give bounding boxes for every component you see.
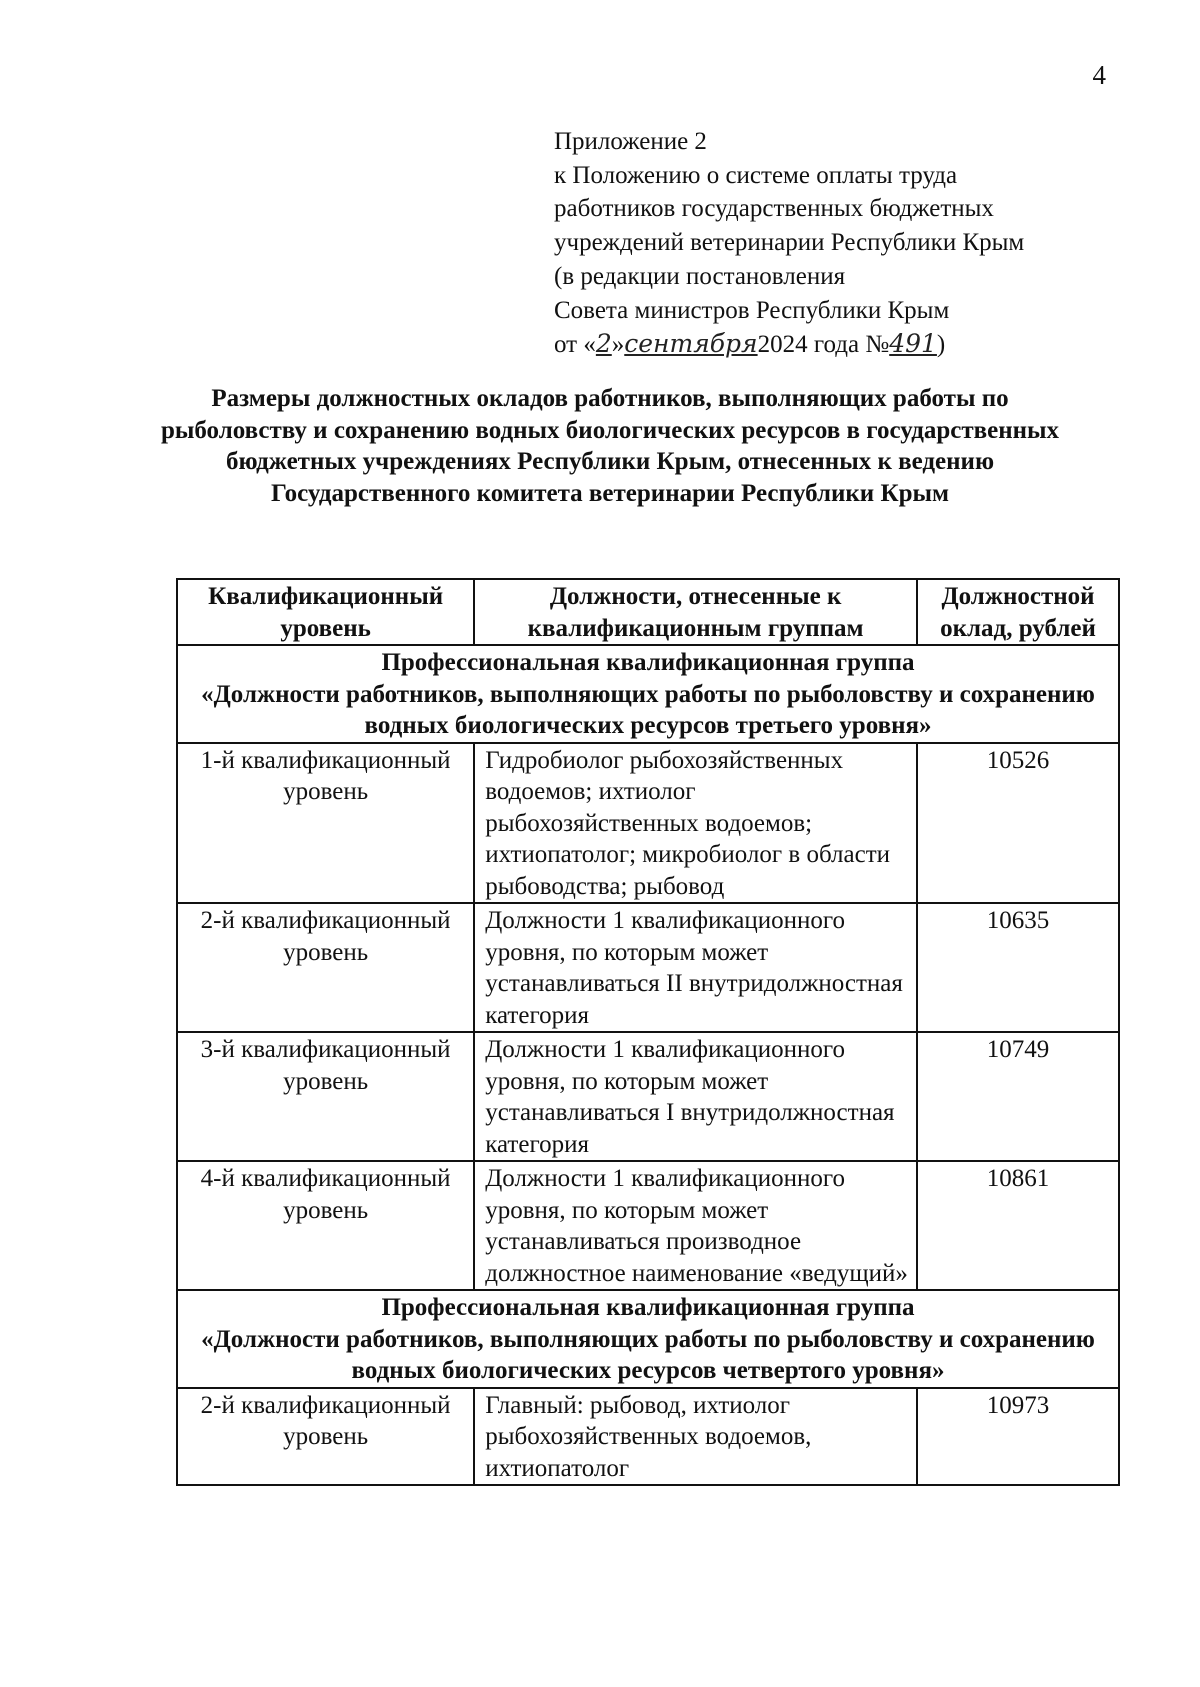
table-row	[177, 1161, 1119, 1290]
group-subtitle: «Должности работников, выполняющих работы по рыболовству и сохранению водных биологических ресурсов четвертого уровня»	[201, 1325, 1095, 1384]
group-row	[177, 1290, 1119, 1388]
page-number: 4	[1092, 60, 1106, 90]
salary-cell: 10526	[917, 743, 1119, 904]
level-cell: 1-й квалификационный уровень	[177, 743, 474, 904]
group-subtitle: «Должности работников, выполняющих работы по рыболовству и сохранению водных биологических ресурсов третьего уровня»	[201, 680, 1095, 739]
handwritten-number: 491	[889, 329, 937, 359]
appendix-block	[554, 125, 1154, 362]
level-cell: 4-й квалификационный уровень	[177, 1161, 474, 1290]
level-cell: 2-й квалификационный уровень	[177, 903, 474, 1032]
salary-table	[176, 578, 1120, 1486]
positions-cell: Должности 1 квалификационного уровня, по которым может устанавливаться II внутридолжностная категория	[474, 903, 917, 1032]
column-header-positions: Должности, отнесенные к квалификационным группам	[474, 579, 917, 645]
group-title-cell	[177, 645, 1119, 743]
salary-cell: 10635	[917, 903, 1119, 1032]
level-cell: 3-й квалификационный уровень	[177, 1032, 474, 1161]
salary-cell: 10749	[917, 1032, 1119, 1161]
appendix-line: Приложение 2	[554, 128, 707, 155]
appendix-line: Совета министров Республики Крым	[554, 296, 950, 324]
positions-cell: Главный: рыбовод, ихтиолог рыбохозяйственных водоемов, ихтиопатолог	[474, 1388, 917, 1486]
column-header-level: Квалификационный уровень	[177, 579, 474, 645]
table-row	[177, 1388, 1119, 1486]
document-title: Размеры должностных окладов работников, выполняющих работы по рыболовству и сохранению водных биологических ресурсов в государственных бюджетных учреждениях Республики Крым, отнесенных к ведению Государственного комитета ветеринарии Республики Крым	[160, 385, 1060, 507]
appendix-line: (в редакции постановления	[554, 262, 846, 290]
level-cell: 2-й квалификационный уровень	[177, 1388, 474, 1486]
column-header-salary: Должностной оклад, рублей	[917, 579, 1119, 645]
group-title: Профессиональная квалификационная группа	[381, 1294, 915, 1321]
table-header-row	[177, 579, 1119, 645]
handwritten-month: сентября	[624, 329, 758, 359]
salary-cell: 10861	[917, 1161, 1119, 1290]
group-title-cell	[177, 1290, 1119, 1388]
appendix-line: работников государственных бюджетных	[554, 195, 994, 223]
group-title: Профессиональная квалификационная группа	[381, 649, 915, 676]
date-mid: »	[611, 331, 625, 359]
table-row	[177, 903, 1119, 1032]
appendix-line: учреждений ветеринарии Республики Крым	[554, 229, 1025, 257]
positions-cell: Должности 1 квалификационного уровня, по которым может устанавливаться I внутридолжностная категория	[474, 1032, 917, 1161]
handwritten-day: 2	[595, 329, 612, 359]
appendix-date-line	[554, 327, 1154, 362]
table-row	[177, 1032, 1119, 1161]
salary-cell: 10973	[917, 1388, 1119, 1486]
positions-cell: Должности 1 квалификационного уровня, по которым может устанавливаться производное должностное наименование «ведущий»	[474, 1161, 917, 1290]
closing-paren: )	[936, 331, 946, 359]
table-row	[177, 743, 1119, 904]
positions-cell: Гидробиолог рыбохозяйственных водоемов; ихтиолог рыбохозяйственных водоемов; ихтиопатолог; микробиолог в области рыбоводства; рыбовод	[474, 743, 917, 904]
year-text: 2024 года №	[757, 331, 890, 359]
date-prefix: от «	[554, 331, 596, 359]
group-row	[177, 645, 1119, 743]
appendix-line: к Положению о системе оплаты труда	[554, 161, 958, 189]
